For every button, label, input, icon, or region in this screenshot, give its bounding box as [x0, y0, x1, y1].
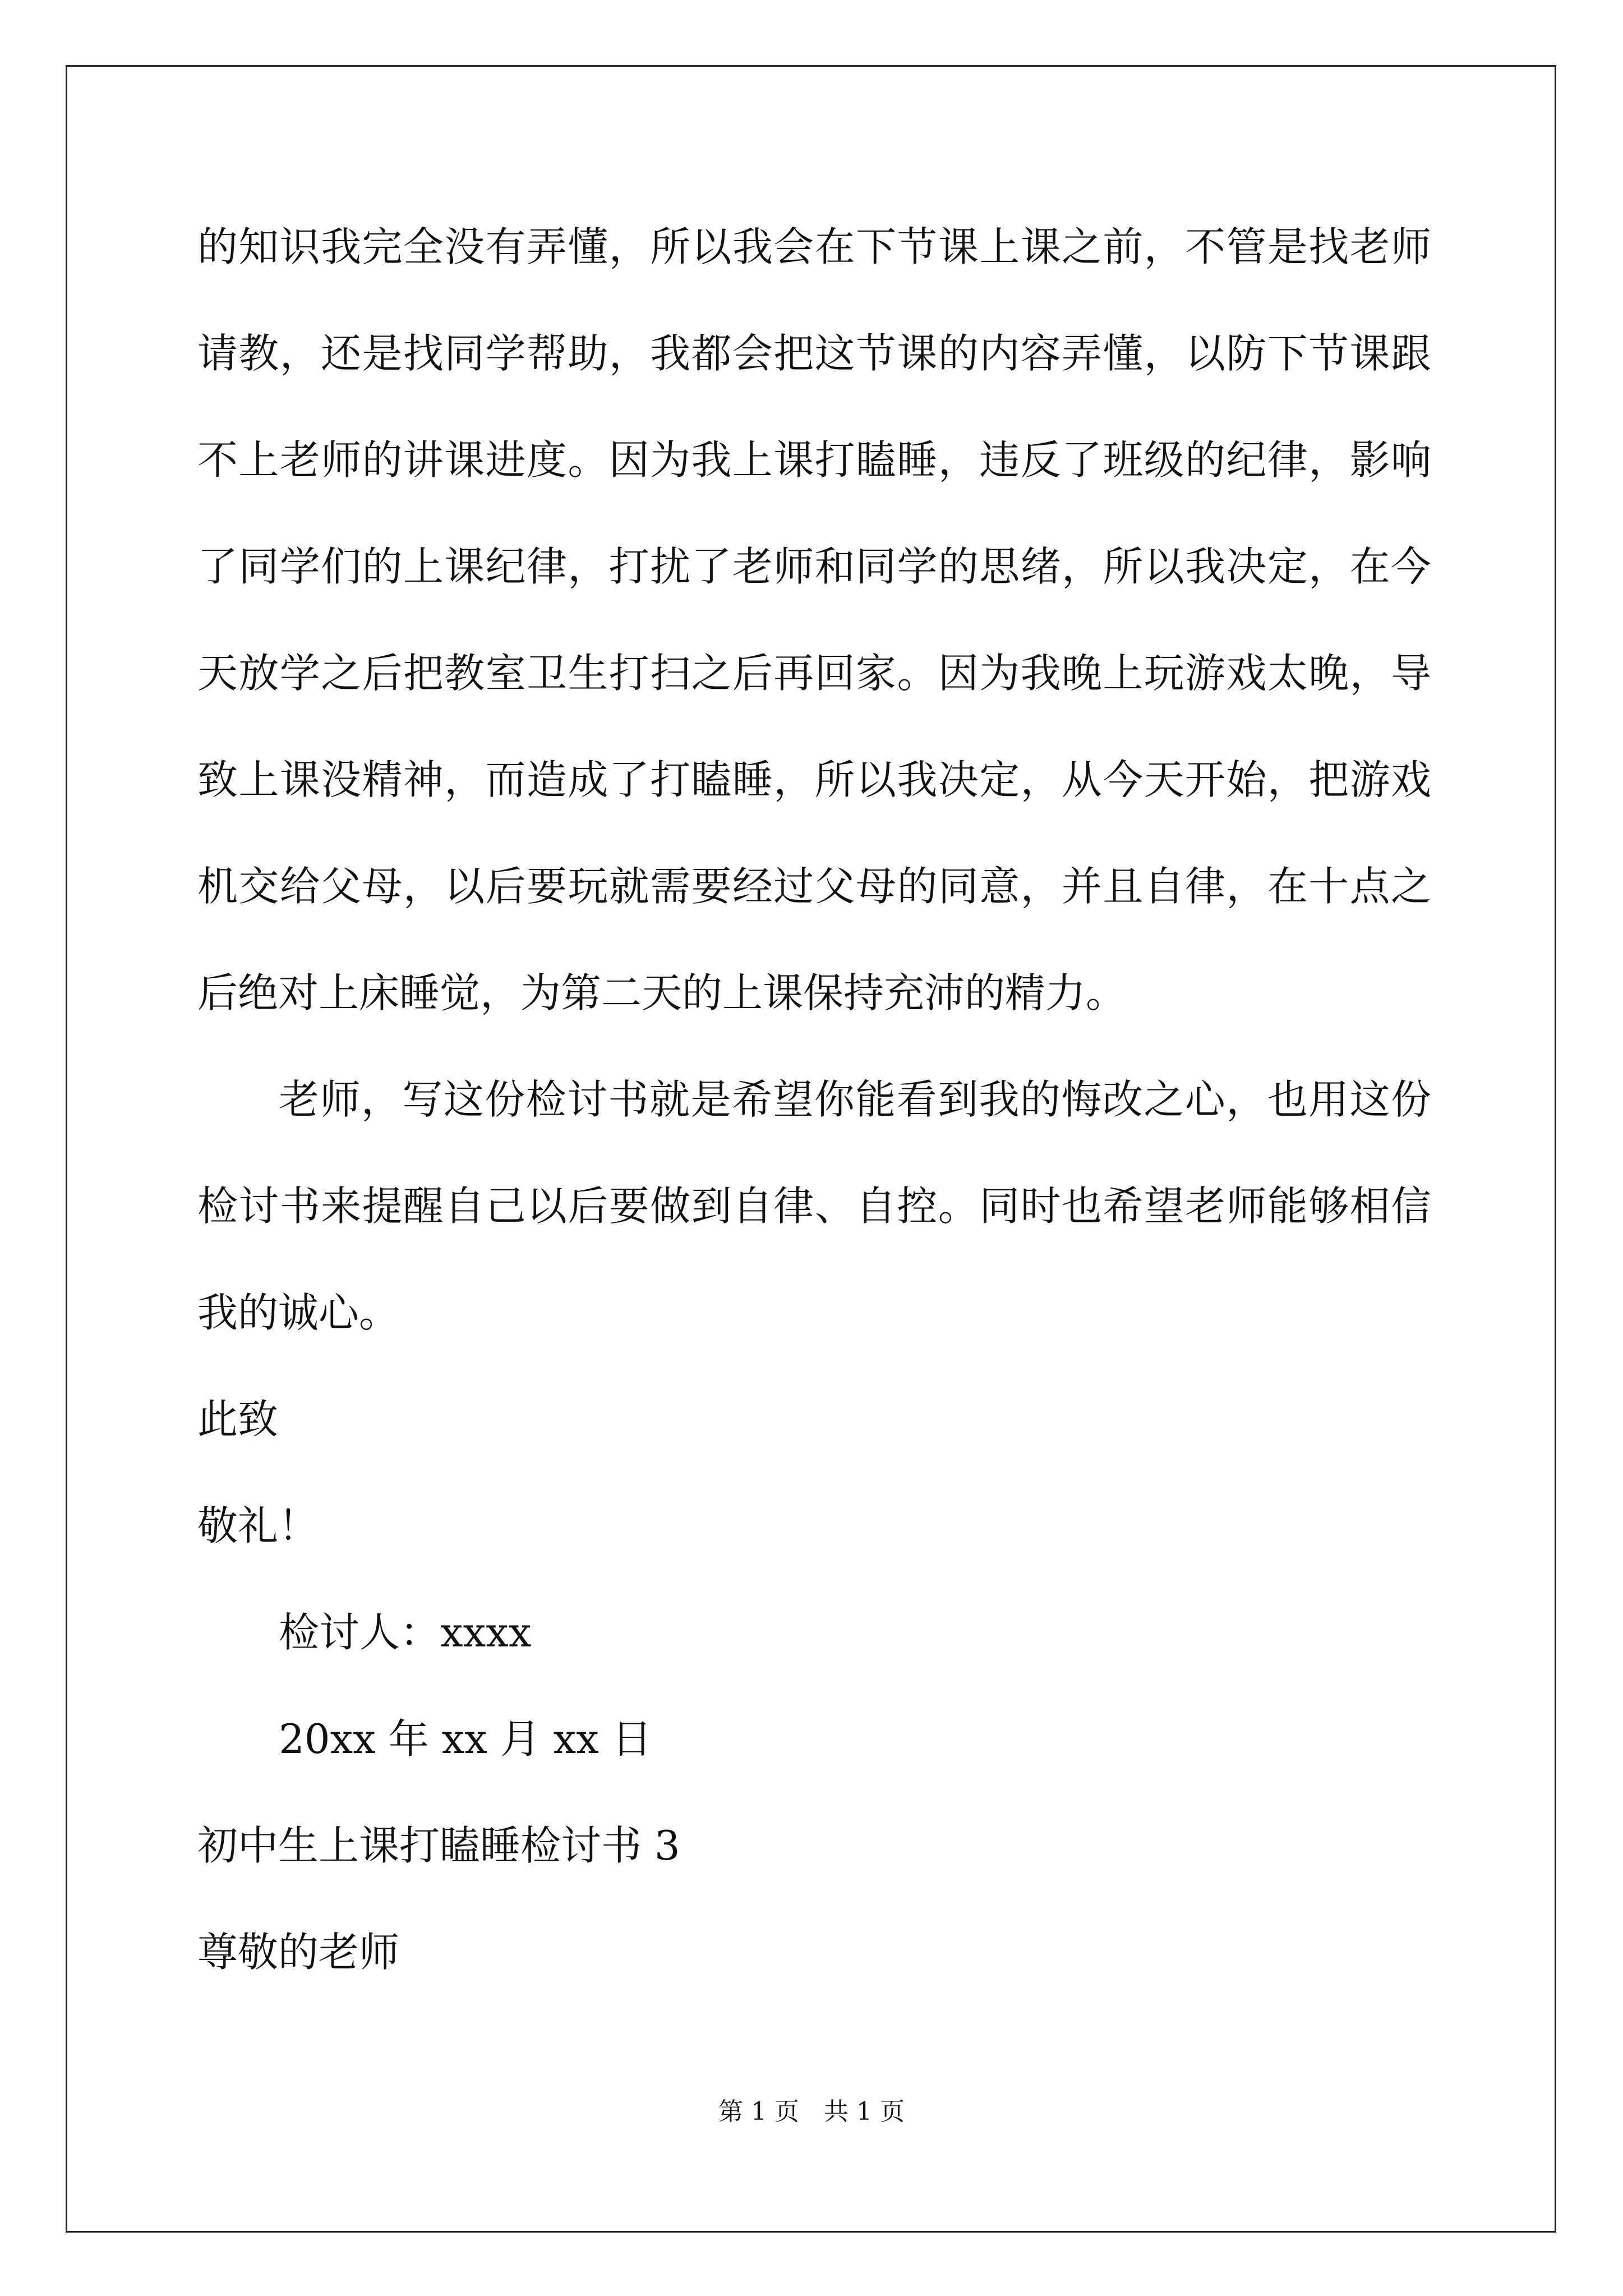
paragraph2-line-2: 检讨书来提醒自己以后要做到自律、自控。同时也希望老师能够相信 [197, 1182, 1431, 1230]
date: 20xx 年 xx 月 xx 日 [279, 1715, 652, 1763]
body-line-5: 天放学之后把教室卫生打扫之后再回家。因为我晚上玩游戏太晚，导 [197, 650, 1431, 697]
body-line-1: 的知识我完全没有弄懂，所以我会在下节课上课之前，不管是找老师 [197, 223, 1431, 270]
page-footer: 第 1 页 共 1 页 [718, 2097, 905, 2126]
body-line-7: 机交给父母，以后要玩就需要经过父母的同意，并且自律，在十点之 [197, 863, 1431, 910]
closing-ci-zhi: 此致 [197, 1396, 279, 1443]
closing-jing-li: 敬礼！ [197, 1502, 319, 1549]
next-section-title: 初中生上课打瞌睡检讨书 3 [197, 1822, 680, 1869]
body-line-6: 致上课没精神，而造成了打瞌睡，所以我决定，从今天开始，把游戏 [197, 756, 1431, 803]
signer: 检讨人：xxxx [279, 1609, 532, 1656]
body-line-3: 不上老师的讲课进度。因为我上课打瞌睡，违反了班级的纪律，影响 [197, 436, 1431, 484]
paragraph2-line-1: 老师，写这份检讨书就是希望你能看到我的悔改之心，也用这份 [279, 1076, 1431, 1123]
body-line-2: 请教，还是找同学帮助，我都会把这节课的内容弄懂，以防下节课跟 [197, 330, 1431, 377]
body-line-8: 后绝对上床睡觉，为第二天的上课保持充沛的精力。 [197, 969, 1127, 1016]
body-line-4: 了同学们的上课纪律，打扰了老师和同学的思绪，所以我决定，在今 [197, 543, 1431, 590]
page-border [66, 65, 1556, 2233]
paragraph2-line-3: 我的诚心。 [197, 1289, 400, 1336]
next-salutation: 尊敬的老师 [197, 1929, 400, 1976]
